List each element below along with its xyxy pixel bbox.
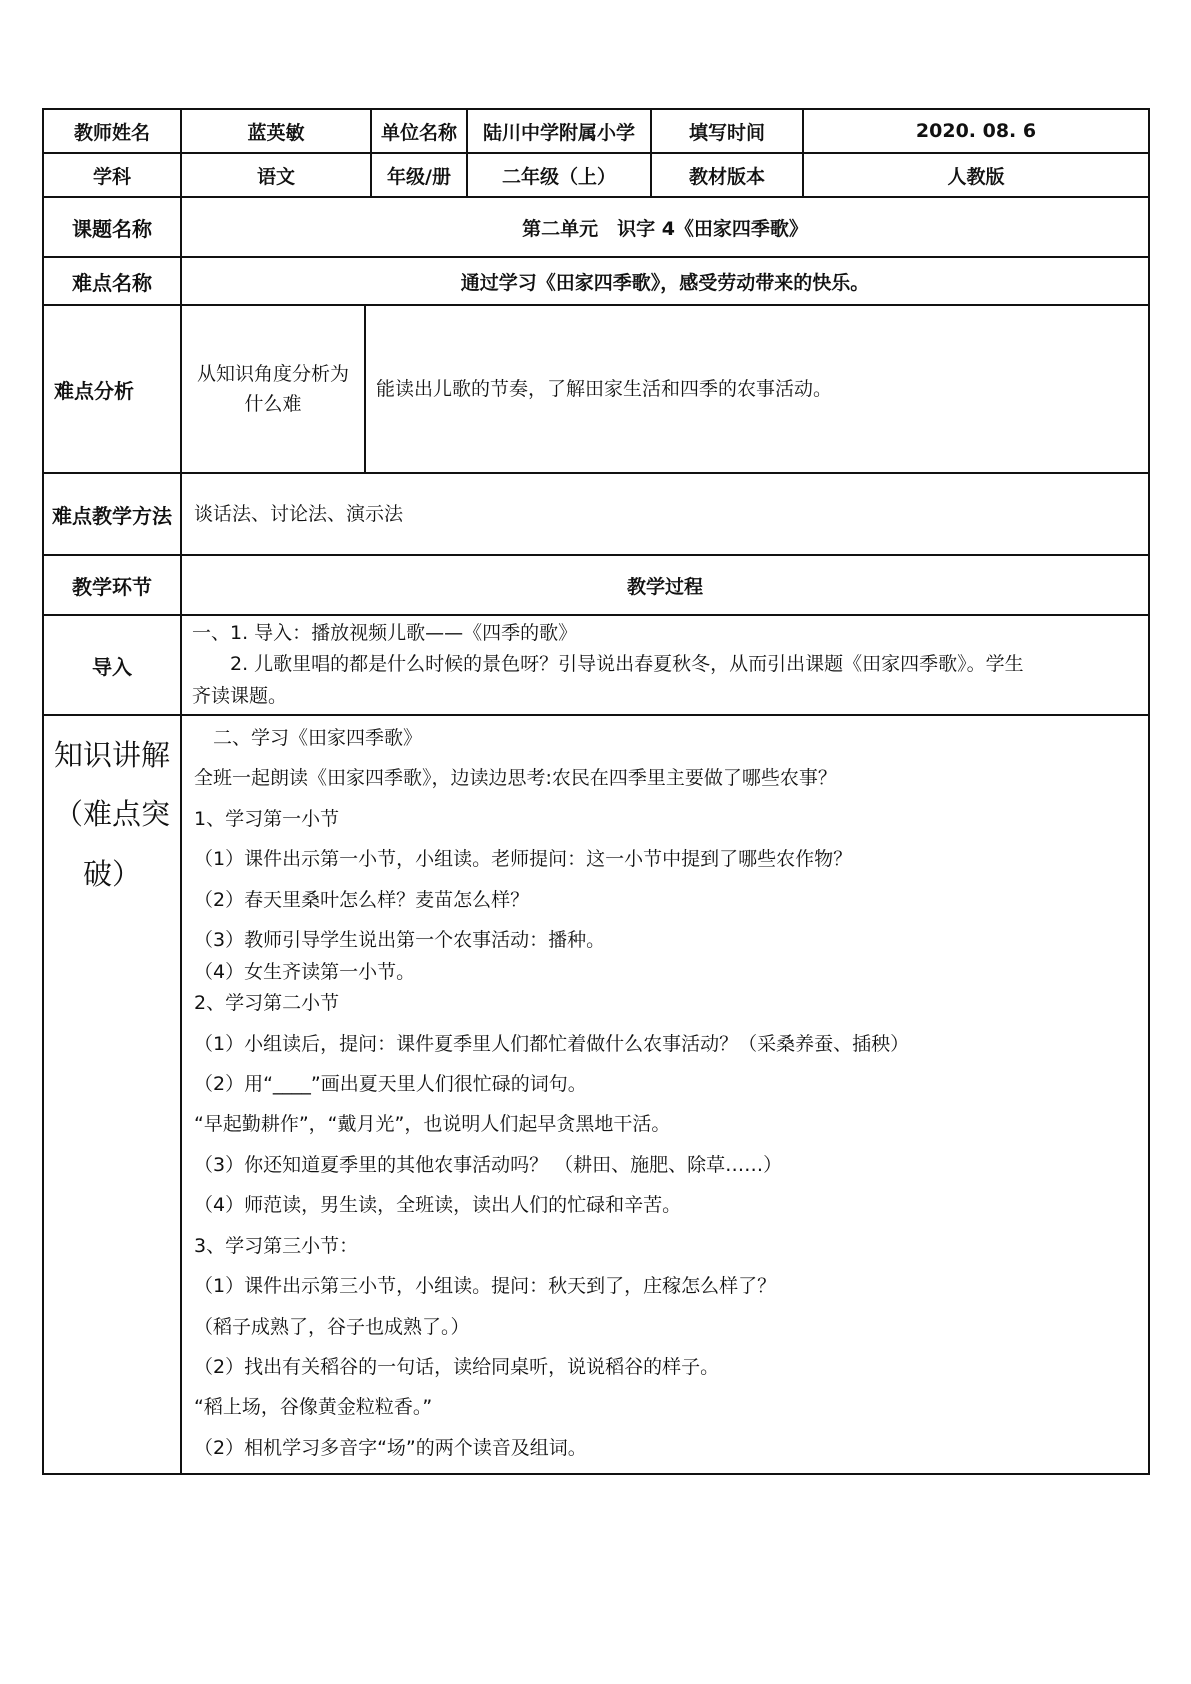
unit-value: 陆川中学附属小学 <box>467 109 651 153</box>
header-row-1 <box>43 109 1149 153</box>
method-label: 难点教学方法 <box>43 473 181 555</box>
subject-label: 学科 <box>43 153 181 197</box>
intro-row <box>43 615 1149 715</box>
knowledge-line: 2、学习第二小节 <box>194 992 340 1015</box>
knowledge-line: 3、学习第三小节： <box>194 1234 359 1257</box>
teacher-value: 蓝英敏 <box>181 109 371 153</box>
difficulty-value: 通过学习《田家四季歌》，感受劳动带来的快乐。 <box>181 257 1149 305</box>
method-row <box>43 473 1149 555</box>
knowledge-line: “早起勤耕作”，“戴月光”，也说明人们起早贪黑地干活。 <box>194 1113 671 1136</box>
unit-label: 单位名称 <box>371 109 467 153</box>
header-row-2 <box>43 153 1149 197</box>
analysis-sub-label-line2: 什么难 <box>244 393 302 415</box>
knowledge-line: （2）相机学习多音字“场”的两个读音及组词。 <box>194 1436 587 1459</box>
knowledge-line: 全班一起朗读《田家四季歌》，边读边思考:农民在四季里主要做了哪些农事？ <box>194 767 837 790</box>
intro-line-2: 2. 儿歌里唱的都是什么时候的景色呀？引导说出春夏秋冬，从而引出课题《田家四季歌》。学生 <box>192 653 1024 676</box>
knowledge-line: 1、学习第一小节 <box>194 807 340 830</box>
intro-label: 导入 <box>43 615 181 715</box>
intro-line-1: 一、1. 导入：播放视频儿歌——《四季的歌》 <box>192 622 578 644</box>
process-header-row <box>43 555 1149 615</box>
lesson-plan-table <box>42 108 1150 1475</box>
lesson-plan-sheet <box>42 108 1148 1475</box>
teacher-label: 教师姓名 <box>43 109 181 153</box>
knowledge-line: （2）用“____”画出夏天里人们很忙碌的词句。 <box>194 1072 587 1095</box>
time-value: 2020. 08. 6 <box>803 109 1149 153</box>
analysis-row <box>43 305 1149 473</box>
subject-value: 语文 <box>181 153 371 197</box>
knowledge-line: （2）找出有关稻谷的一句话，读给同桌听，说说稻谷的样子。 <box>194 1356 720 1379</box>
knowledge-content <box>181 715 1149 1474</box>
knowledge-line: （1）小组读后，提问：课件夏季里人们都忙着做什么农事活动？（采桑养蚕、插秧） <box>194 1032 910 1055</box>
knowledge-line: （2）春天里桑叶怎么样？麦苗怎么样？ <box>194 888 530 911</box>
knowledge-label-line3: 破） <box>82 856 141 891</box>
knowledge-line: （4）师范读，男生读，全班读，读出人们的忙碌和辛苦。 <box>194 1194 682 1217</box>
intro-line-3: 齐读课题。 <box>192 684 288 707</box>
knowledge-line: （稻子成熟了，谷子也成熟了。） <box>194 1315 470 1338</box>
knowledge-line: （3）你还知道夏季里的其他农事活动吗？ （耕田、施肥、除草……） <box>194 1153 783 1176</box>
knowledge-line: “稻上场，谷像黄金粒粒香。” <box>194 1396 433 1419</box>
difficulty-row <box>43 257 1149 305</box>
knowledge-line: （4）女生齐读第一小节。 <box>194 960 416 983</box>
process-header-value: 教学过程 <box>181 555 1149 615</box>
edition-label: 教材版本 <box>651 153 803 197</box>
analysis-label: 难点分析 <box>43 305 181 473</box>
knowledge-label-line2: （难点突 <box>53 797 170 832</box>
topic-label: 课题名称 <box>43 197 181 257</box>
knowledge-line: 二、学习《田家四季歌》 <box>194 727 423 750</box>
method-value: 谈话法、讨论法、演示法 <box>181 473 1149 555</box>
difficulty-label: 难点名称 <box>43 257 181 305</box>
grade-label: 年级/册 <box>371 153 467 197</box>
knowledge-row <box>43 715 1149 1474</box>
knowledge-label-line1: 知识讲解 <box>53 738 170 773</box>
edition-value: 人教版 <box>803 153 1149 197</box>
knowledge-line: （1）课件出示第一小节，小组读。老师提问：这一小节中提到了哪些农作物？ <box>194 848 853 871</box>
topic-value: 第二单元 识字 4《田家四季歌》 <box>181 197 1149 257</box>
knowledge-label <box>43 715 181 1474</box>
analysis-value: 能读出儿歌的节奏，了解田家生活和四季的农事活动。 <box>365 305 1149 473</box>
analysis-sub-label <box>181 305 365 473</box>
time-label: 填写时间 <box>651 109 803 153</box>
intro-content <box>181 615 1149 715</box>
process-header-label: 教学环节 <box>43 555 181 615</box>
knowledge-line: （3）教师引导学生说出第一个农事活动：播种。 <box>194 929 606 952</box>
topic-row <box>43 197 1149 257</box>
grade-value: 二年级（上） <box>467 153 651 197</box>
knowledge-line: （1）课件出示第三小节，小组读。提问：秋天到了，庄稼怎么样了？ <box>194 1275 777 1298</box>
analysis-sub-label-line1: 从知识角度分析为 <box>196 362 349 385</box>
